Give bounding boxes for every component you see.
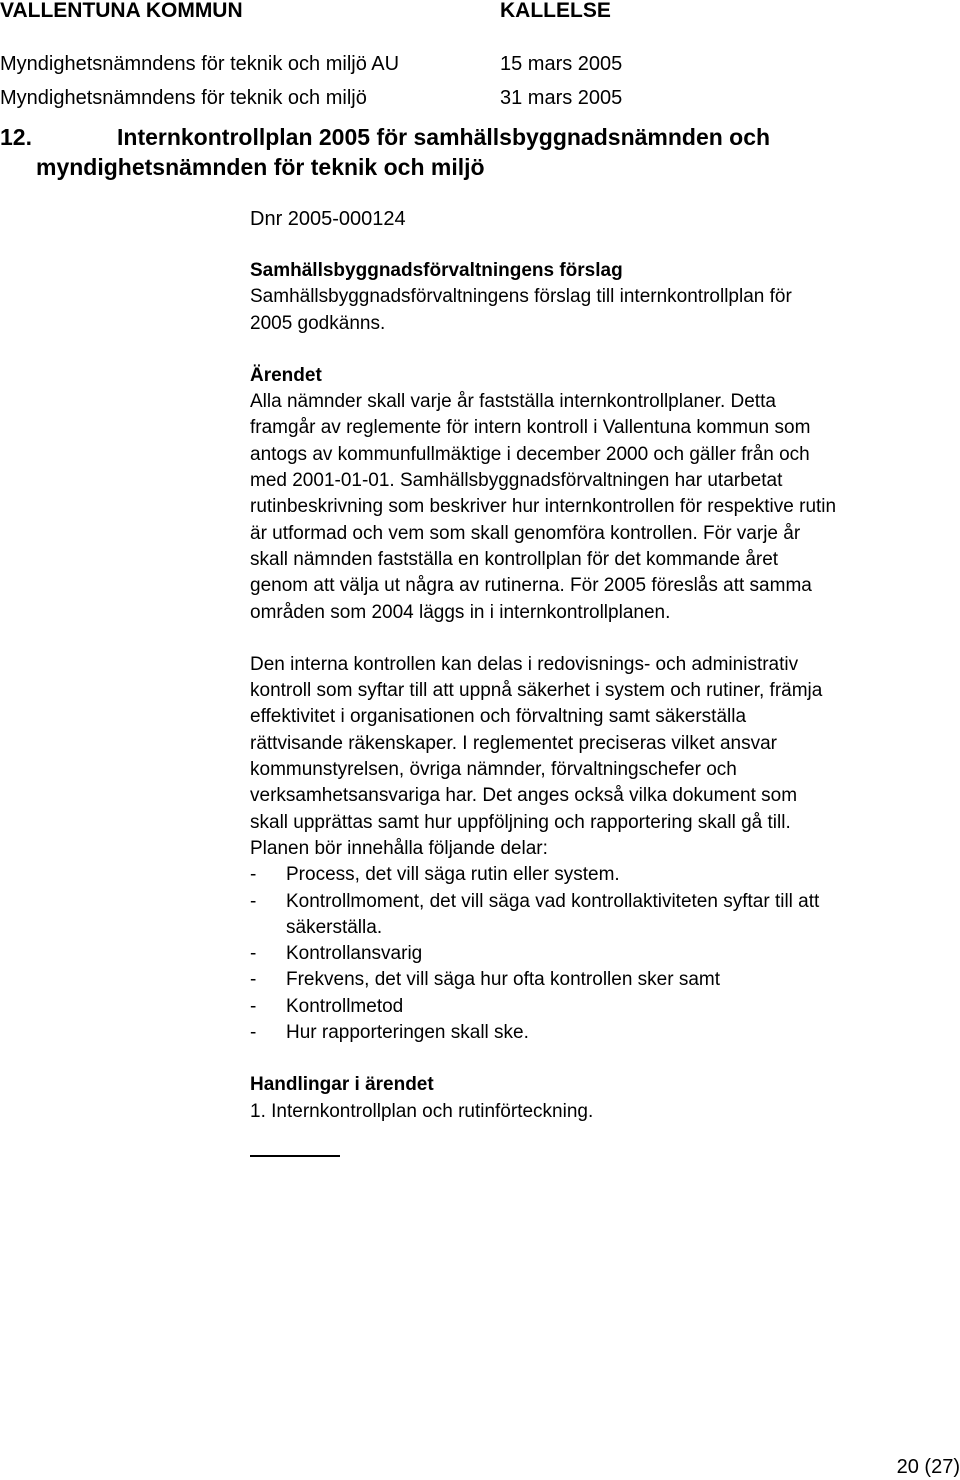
paragraph-line: skall upprättas samt hur uppföljning och rapportering skall gå till. xyxy=(250,811,791,833)
list-item xyxy=(250,967,958,993)
list-item xyxy=(250,941,958,967)
list-item-text: Frekvens, det vill säga hur ofta kontrollen sker samt xyxy=(286,969,721,991)
list-dash: - xyxy=(250,943,257,965)
paragraph-line: skall nämnden fastställa en kontrollplan för det kommande året xyxy=(250,548,779,570)
paragraph-line: genom att välja ut några av rutinerna. För 2005 föreslås att samma xyxy=(250,575,812,597)
end-rule xyxy=(250,1155,340,1157)
list-item-continuation xyxy=(250,915,958,941)
paragraph-line: Planen bör innehålla följande delar: xyxy=(250,837,548,859)
meeting-body: Myndighetsnämndens för teknik och miljö xyxy=(0,87,367,109)
list-item-text: Kontrollansvarig xyxy=(286,943,423,965)
list-item xyxy=(250,889,958,915)
paragraph-line: rutinbeskrivning som beskriver hur internkontrollen för respektive rutin xyxy=(250,496,837,518)
meeting-date: 15 mars 2005 xyxy=(500,53,623,75)
diary-number: Dnr 2005-000124 xyxy=(250,208,406,230)
list-dash: - xyxy=(250,969,257,991)
paragraph-line: framgår av reglemente för intern kontroll i Vallentuna kommun som xyxy=(250,417,811,439)
proposal-line: 2005 godkänns. xyxy=(250,312,386,334)
paragraph-line: rättvisande räkenskaper. I reglementet preciseras vilket ansvar xyxy=(250,732,777,754)
item-title-line: Internkontrollplan 2005 för samhällsbyggnadsnämnden och xyxy=(117,124,771,150)
list-dash: - xyxy=(250,995,257,1017)
paragraph-line: Den interna kontrollen kan delas i redovisnings- och administrativ xyxy=(250,653,799,675)
list-item-text: Kontrollmoment, det vill säga vad kontrollaktiviteten syftar till att xyxy=(286,890,820,912)
paragraph-line: kommunstyrelsen, övriga nämnder, förvaltningschefer och xyxy=(250,759,737,781)
list-item-text: Process, det vill säga rutin eller system. xyxy=(286,864,620,886)
meeting-date: 31 mars 2005 xyxy=(500,87,623,109)
paragraph-line: verksamhetsansvariga har. Det anges också vilka dokument som xyxy=(250,785,798,807)
list-dash: - xyxy=(250,890,257,912)
list-item-text: Hur rapporteringen skall ske. xyxy=(286,1022,529,1044)
page-number: 20 (27) xyxy=(896,1456,960,1478)
meeting-body: Myndighetsnämndens för teknik och miljö AU xyxy=(0,53,400,75)
document-body xyxy=(250,258,958,1125)
list-item-text: säkerställa. xyxy=(286,916,383,938)
list-item-text: Kontrollmetod xyxy=(286,995,404,1017)
proposal-heading: Samhällsbyggnadsförvaltningens förslag xyxy=(250,260,623,281)
paragraph-line: antogs av kommunfullmäktige i december 2000 och gäller från och xyxy=(250,443,810,465)
paragraph-line: med 2001-01-01. Samhällsbyggnadsförvaltningen har utarbetat xyxy=(250,470,783,492)
paragraph-line: Alla nämnder skall varje år fastställa internkontrollplaner. Detta xyxy=(250,391,776,413)
handlingar-item: 1. Internkontrollplan och rutinförteckning. xyxy=(250,1100,594,1122)
handlingar-heading: Handlingar i ärendet xyxy=(250,1074,434,1096)
paragraph-line: effektivitet i organisationen och förvaltning samt säkerställa xyxy=(250,706,747,728)
list-dash: - xyxy=(250,864,257,886)
list-item xyxy=(250,994,958,1020)
item-title-line: myndighetsnämnden för teknik och miljö xyxy=(36,154,485,180)
item-number: 12. xyxy=(0,124,32,150)
list-item xyxy=(250,1020,958,1046)
paragraph-line: områden som 2004 läggs in i internkontrollplanen. xyxy=(250,601,671,623)
proposal-line: Samhällsbyggnadsförvaltningens förslag till internkontrollplan för xyxy=(250,286,792,308)
paragraph-line: kontroll som syftar till att uppnå säkerhet i system och rutiner, främja xyxy=(250,680,823,702)
organization-name: VALLENTUNA KOMMUN xyxy=(0,0,243,22)
list-item xyxy=(250,862,958,888)
paragraph-line: är utformad och vem som skall genomföra kontrollen. För varje år xyxy=(250,522,801,544)
list-dash: - xyxy=(250,1022,257,1044)
arendet-heading: Ärendet xyxy=(250,364,322,386)
document-type: KALLELSE xyxy=(500,0,611,22)
